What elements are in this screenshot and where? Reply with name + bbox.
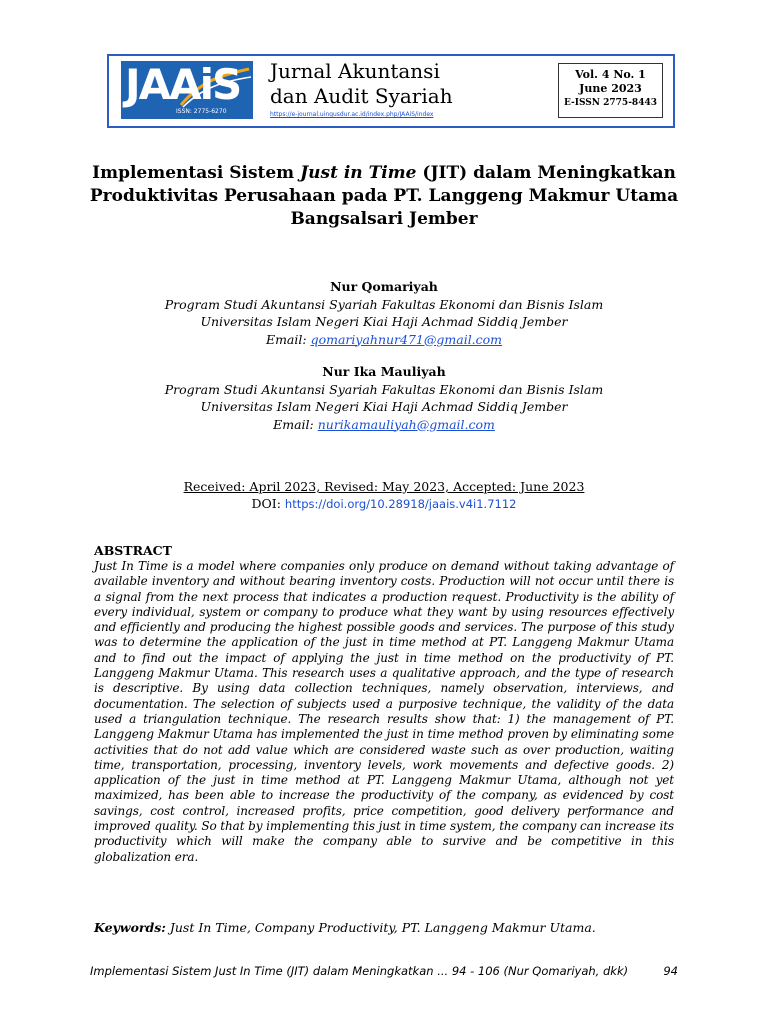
author-affiliation-program: Program Studi Akuntansi Syariah Fakultas Ekonomi dan Bisnis Islam xyxy=(164,381,604,397)
doi-line xyxy=(80,495,688,513)
author-email-link[interactable]: qomariyahnur471@gmail.com xyxy=(310,331,503,347)
issue-date: June 2023 xyxy=(579,82,642,95)
author-affiliation-university: Universitas Islam Negeri Kiai Haji Achmad Siddiq Jember xyxy=(200,314,568,329)
abstract-heading: ABSTRACT xyxy=(94,543,172,558)
keywords-text: Just In Time, Company Productivity, PT. Langgeng Makmur Utama. xyxy=(165,920,596,935)
title-part1: Implementasi Sistem xyxy=(92,163,301,183)
author-email-line xyxy=(80,416,688,434)
author-2 xyxy=(80,363,688,433)
page-footer xyxy=(90,964,678,978)
page-number: 94 xyxy=(663,964,678,978)
author-affiliation-program: Program Studi Akuntansi Syariah Fakultas Ekonomi dan Bisnis Islam xyxy=(164,296,604,312)
journal-name xyxy=(270,59,453,109)
paper-title xyxy=(80,162,688,231)
author-affiliation-university: Universitas Islam Negeri Kiai Haji Achmad Siddiq Jember xyxy=(200,399,568,414)
eissn: E-ISSN 2775-8443 xyxy=(564,98,657,108)
journal-name-line1: Jurnal Akuntansi xyxy=(270,59,440,83)
abstract-body: Just In Time is a model where companies only produce on demand without taking advantage of available inventory and without bearing inventory costs. Production will not occur until there is a signal from the next process that indicates a production request. Productivity is the ability of every individual, system or company to produce what they want by using resources effectively and efficiently and producing the highest possible goods and services. The purpose of this study was to determine the application of the just in time method at PT. Langgeng Makmur Utama and to find out the impact of applying the just in time method on the productivity of PT. Langgeng Makmur Utama. This research uses a qualitative approach, and the type of research is descriptive. By using data collection techniques, namely observation, interviews, and documentation. The selection of subjects used a purposive technique, the validity of the data used a triangulation technique. The research results show that: 1) the management of PT. Langgeng Makmur Utama has implemented the just in time method proven by eliminating some activities that do not add value which are considered waste such as over production, waiting time, transportation, processing, inventory levels, work movements and defective goods. 2) application of the just in time method at PT. Langgeng Makmur Utama, although not yet maximized, has been able to increase the productivity of the company, as evidenced by cost savings, cost control, increased profits, price competition, good delivery performance and improved quality. So that by implementing this just in time system, the company can increase its productivity which will make the company able to survive and be competitive in this globalization era. xyxy=(94,559,674,864)
title-italic: Just in Time xyxy=(300,163,417,183)
journal-url-link[interactable]: https://e-journal.uingusdur.ac.id/index.php/JAAiS/index xyxy=(270,111,434,118)
journal-name-line2: dan Audit Syariah xyxy=(270,84,453,108)
author-name: Nur Qomariyah xyxy=(330,279,438,294)
author-email-line xyxy=(80,331,688,349)
volume-box xyxy=(558,63,663,118)
logo-issn: ISSN: 2775-6270 xyxy=(176,108,227,115)
keywords xyxy=(94,920,684,936)
email-label: Email: xyxy=(273,416,318,432)
doi-link[interactable]: https://doi.org/10.28918/jaais.v4i1.7112 xyxy=(284,497,517,511)
email-label: Email: xyxy=(265,331,311,347)
author-name: Nur Ika Mauliyah xyxy=(322,364,446,379)
author-1 xyxy=(80,278,688,348)
publication-dates xyxy=(80,478,688,513)
keywords-label: Keywords: xyxy=(94,920,166,935)
journal-logo xyxy=(121,61,253,119)
received-dates: Received: April 2023, Revised: May 2023, Accepted: June 2023 xyxy=(183,479,585,494)
logo-text: JAAiS xyxy=(125,60,241,109)
author-email-link[interactable]: nurikamauliyah@gmail.com xyxy=(317,416,495,432)
doi-label: DOI: xyxy=(251,496,285,511)
running-title: Implementasi Sistem Just In Time (JIT) dalam Meningkatkan ... 94 - 106 (Nur Qomariyah, dkk) xyxy=(90,964,629,978)
journal-header xyxy=(107,54,675,128)
volume-number: Vol. 4 No. 1 xyxy=(575,68,646,81)
title-part2: (JIT) dalam Meningkatkan Produktivitas Perusahaan pada PT. Langgeng Makmur Utama Bangsalsari Jember xyxy=(89,163,679,229)
